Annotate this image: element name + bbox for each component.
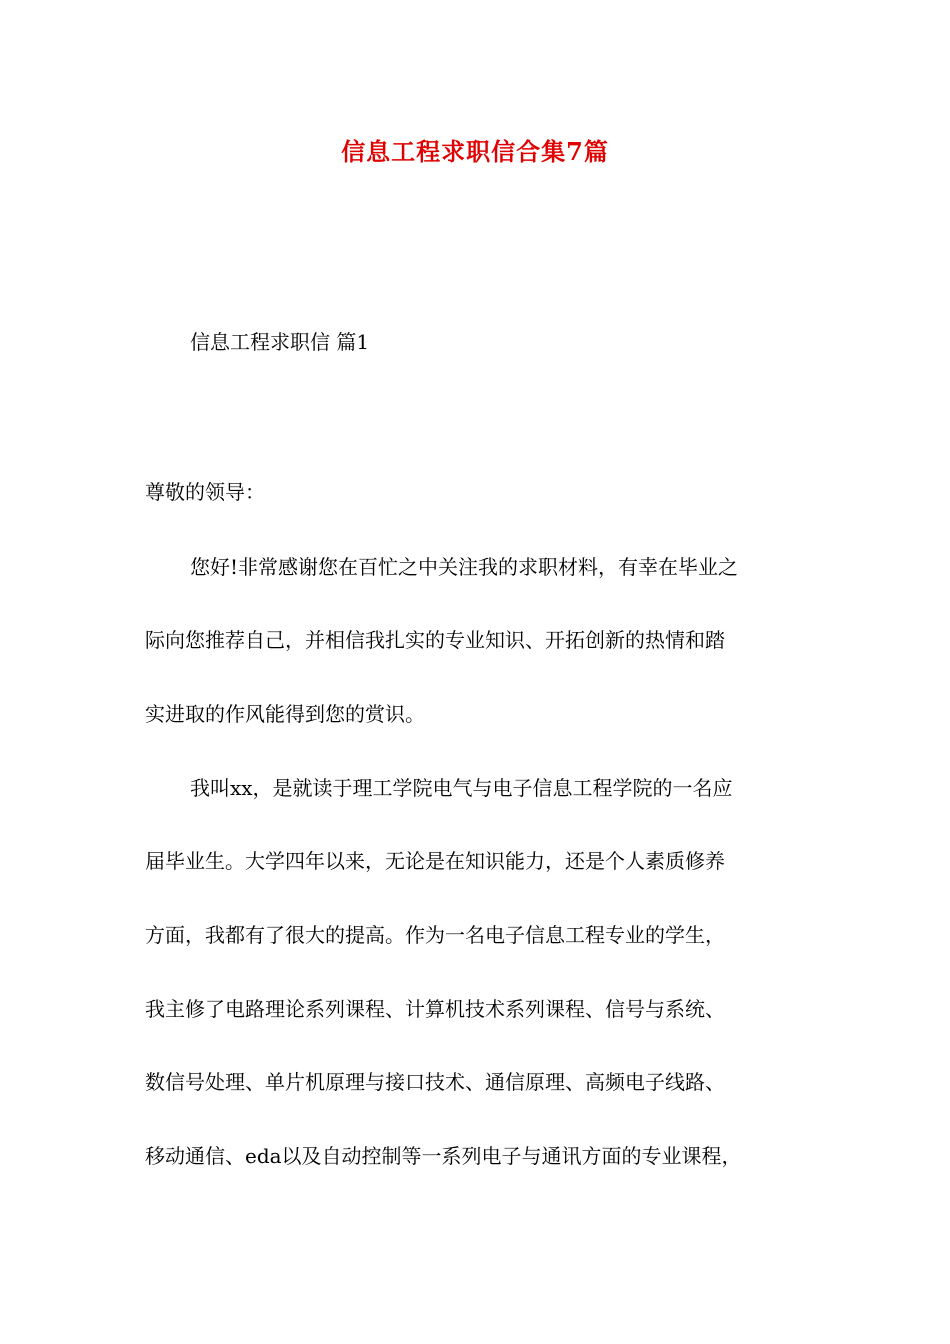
paragraph-2-line-1: 我叫xx，是就读于理工学院电气与电子信息工程学院的一名应 [190, 776, 733, 800]
salutation: 尊敬的领导： [145, 480, 265, 504]
paragraph-2-line-4: 我主修了电路理论系列课程、计算机技术系列课程、信号与系统、 [145, 997, 725, 1021]
paragraph-1-line-3: 实进取的作风能得到您的赏识。 [145, 702, 425, 726]
paragraph-1-line-2: 际向您推荐自己，并相信我扎实的专业知识、开拓创新的热情和踏 [145, 628, 725, 652]
document-title: 信息工程求职信合集7篇 [341, 137, 609, 166]
paragraph-2-line-2: 届毕业生。大学四年以来，无论是在知识能力，还是个人素质修养 [145, 849, 725, 873]
section-heading: 信息工程求职信 篇1 [190, 330, 370, 354]
paragraph-2-line-3: 方面，我都有了很大的提高。作为一名电子信息工程专业的学生， [145, 923, 725, 947]
paragraph-2-line-6: 移动通信、eda以及自动控制等一系列电子与通讯方面的专业课程， [145, 1144, 742, 1168]
paragraph-1-line-1: 您好!非常感谢您在百忙之中关注我的求职材料，有幸在毕业之 [190, 555, 739, 579]
paragraph-2-line-5: 数信号处理、单片机原理与接口技术、通信原理、高频电子线路、 [145, 1070, 725, 1094]
